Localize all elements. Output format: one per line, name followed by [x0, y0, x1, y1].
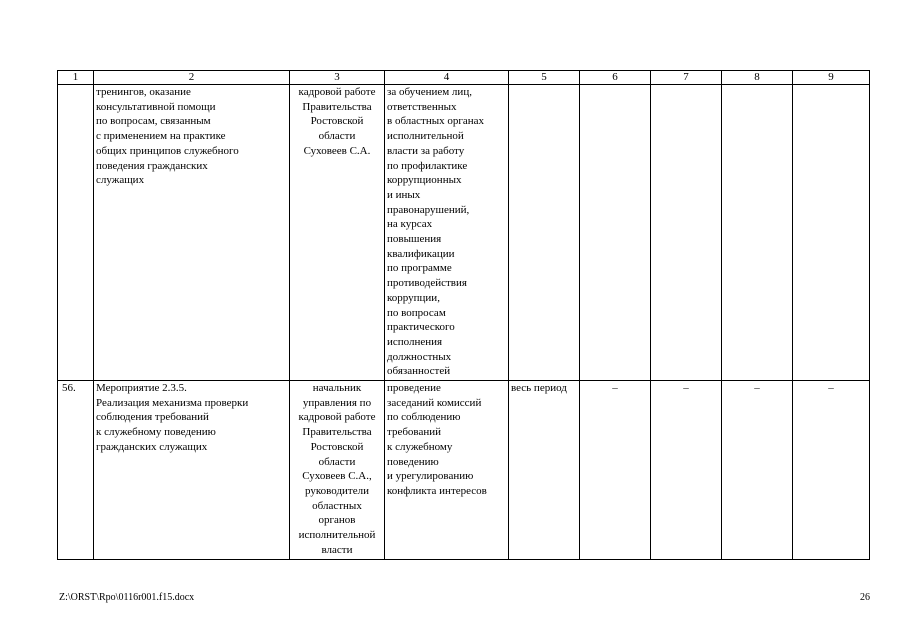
text-line: кадровой работе [298, 411, 376, 424]
text-line: начальник [312, 382, 362, 394]
text-line: органов [318, 514, 356, 527]
header-cell-9: 9 [793, 71, 870, 85]
text-line: власти за работу [387, 144, 465, 157]
text-line: гражданских служащих [96, 440, 208, 453]
value-cell-7 [651, 85, 722, 381]
responsible-cell [290, 85, 385, 381]
text-line: Реализация механизма проверки [96, 396, 249, 409]
value-cell-7: – [651, 381, 722, 560]
text-line: исполнительной [298, 529, 376, 542]
file-path: Z:\ORST\Rpo\0116r001.f15.docx [59, 592, 195, 603]
text-line: квалификации [387, 247, 455, 260]
text-line: Ростовской [310, 115, 364, 128]
value-cell-6: – [580, 381, 651, 560]
header-cell-5: 5 [509, 71, 580, 85]
activity-cell [94, 381, 290, 560]
text-line: ответственных [387, 100, 457, 113]
text-line: правонарушений, [387, 203, 470, 216]
text-line: управления по [302, 396, 372, 409]
text-line: заседаний комиссий [387, 396, 482, 409]
text-line: по профилактике [387, 159, 468, 172]
header-cell-2: 2 [94, 71, 290, 85]
header-cell-4: 4 [385, 71, 509, 85]
document-table [57, 70, 870, 560]
text-line: Мероприятие 2.3.5. [96, 382, 187, 394]
text-line: Правительства [302, 100, 372, 113]
activity-cell [94, 85, 290, 381]
text-line: практического [387, 321, 455, 334]
text-line: коррупционных [387, 174, 462, 187]
text-line: на курсах [387, 218, 433, 231]
text-line: Правительства [302, 426, 372, 439]
text-line: исполнительной [387, 130, 464, 143]
value-cell-9: – [793, 381, 870, 560]
period-cell [509, 85, 580, 381]
text-line: с применением на практике [96, 130, 226, 143]
header-cell-3: 3 [290, 71, 385, 85]
text-line: конфликта интересов [387, 484, 487, 497]
value-cell-9 [793, 85, 870, 381]
text-line: тренингов, оказание [96, 86, 191, 98]
responsible-cell [290, 381, 385, 560]
text-line: общих принципов служебного [96, 144, 239, 157]
text-line: соблюдения требований [96, 411, 209, 424]
value-cell-8 [722, 85, 793, 381]
text-line: области [318, 130, 356, 143]
text-line: исполнения [387, 335, 443, 348]
text-line: коррупции, [387, 291, 440, 304]
text-line: области [318, 455, 356, 468]
text-line: по соблюдению [387, 411, 461, 424]
header-cell-1: 1 [58, 71, 94, 85]
header-cell-6: 6 [580, 71, 651, 85]
text-line: за обучением лиц, [387, 86, 472, 98]
text-line: руководители [305, 484, 369, 497]
text-line: Ростовской [310, 440, 364, 453]
period-cell: весь период [509, 381, 580, 560]
content-cell [385, 85, 509, 381]
text-line: по вопросам, связанным [96, 115, 211, 128]
text-line: Суховеев С.А. [303, 144, 371, 157]
text-line: и иных [387, 188, 421, 201]
text-line: поведения гражданских [96, 159, 208, 172]
table-row [58, 381, 870, 560]
text-line: в областных органах [387, 115, 485, 128]
text-line: к служебному [387, 440, 453, 453]
header-cell-7: 7 [651, 71, 722, 85]
text-line: к служебному поведению [96, 426, 216, 439]
row-number [58, 85, 94, 381]
text-line: областных [312, 499, 362, 512]
text-line: требований [387, 426, 442, 439]
text-line: поведению [387, 455, 439, 468]
text-line: Суховеев С.А., [302, 470, 372, 483]
text-line: служащих [96, 174, 145, 187]
text-line: противодействия [387, 277, 467, 290]
page-number: 26 [860, 592, 870, 603]
text-line: власти [321, 543, 353, 556]
text-line: проведение [387, 382, 441, 394]
text-line: консультативной помощи [96, 100, 216, 113]
text-line: повышения [387, 233, 442, 246]
text-line: и урегулированию [387, 470, 474, 483]
value-cell-6 [580, 85, 651, 381]
text-line: по вопросам [387, 306, 446, 319]
table-row [58, 85, 870, 381]
row-number: 56. [58, 381, 94, 560]
text-line: по программе [387, 262, 452, 275]
header-row [58, 71, 870, 85]
text-line: обязанностей [387, 365, 451, 378]
header-cell-8: 8 [722, 71, 793, 85]
text-line: кадровой работе [298, 86, 376, 98]
content-cell [385, 381, 509, 560]
value-cell-8: – [722, 381, 793, 560]
text-line: должностных [387, 350, 452, 363]
